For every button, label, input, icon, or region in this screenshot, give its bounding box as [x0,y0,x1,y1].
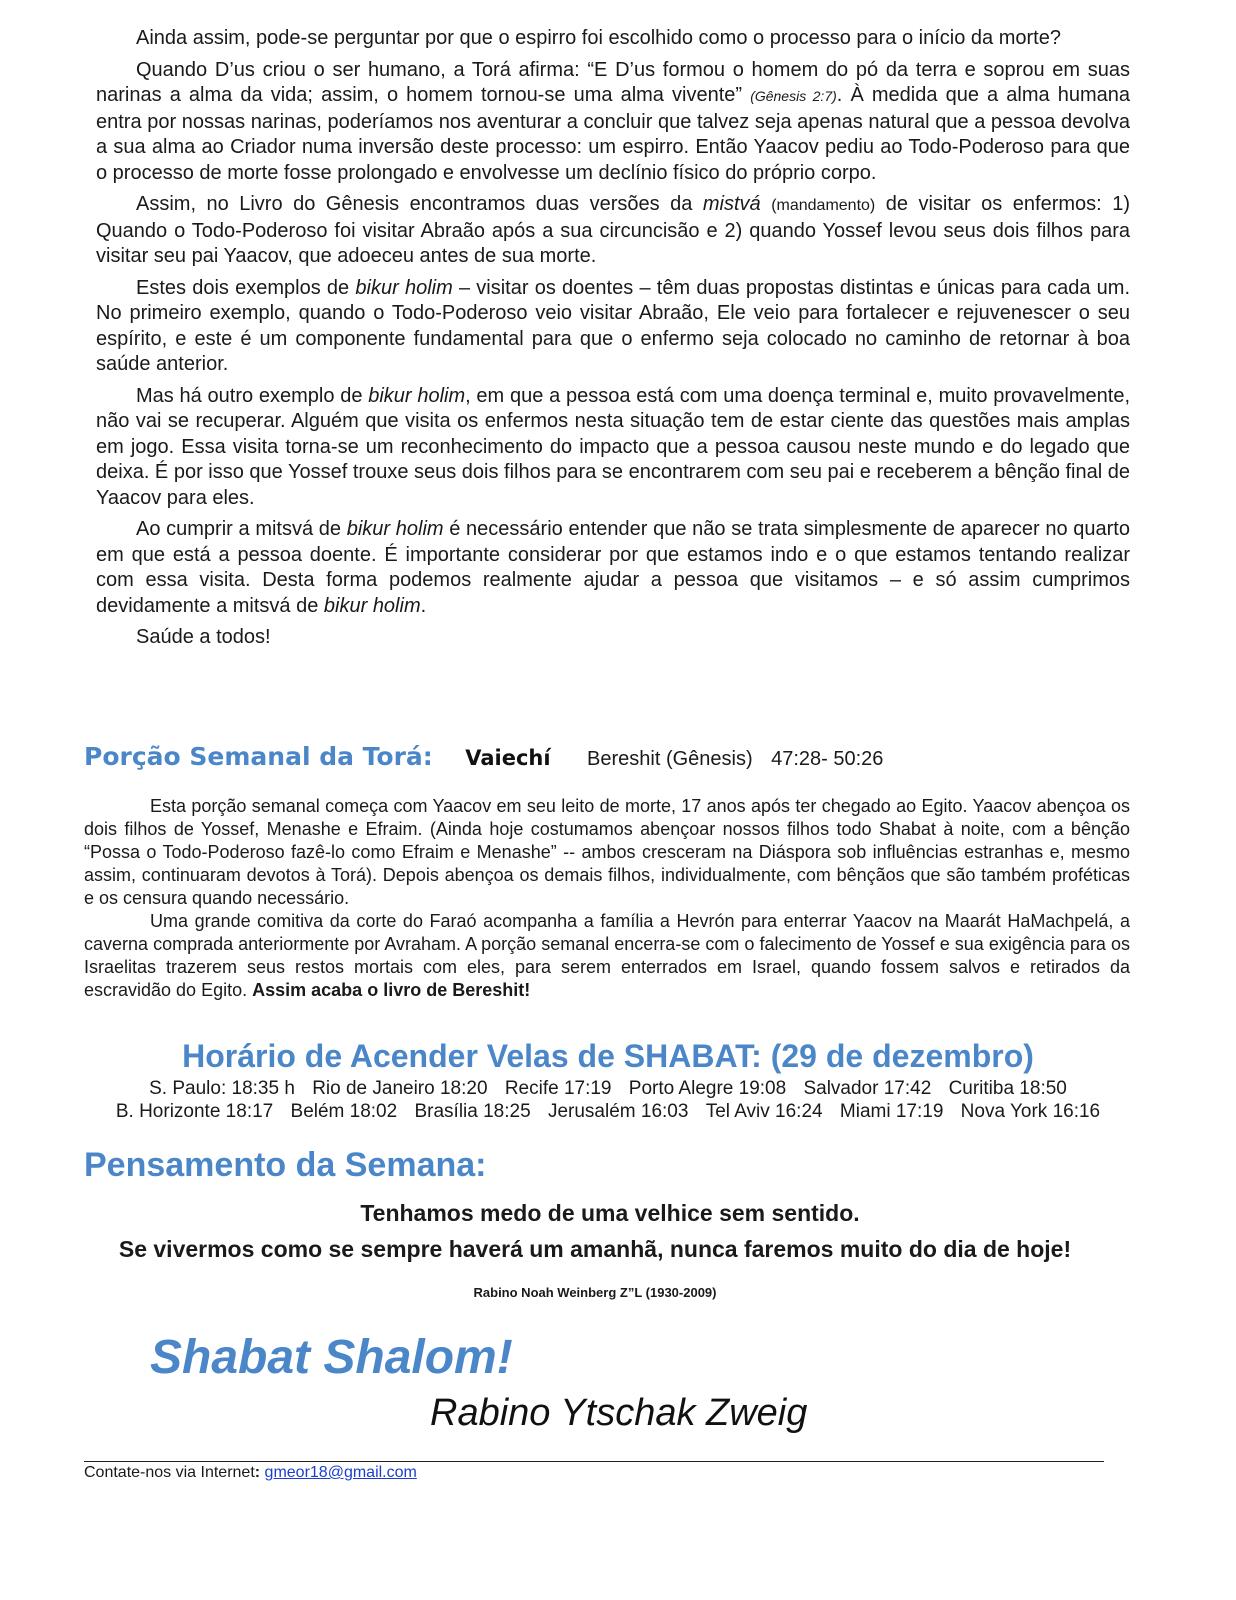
candle-times-row-2 [0,1101,1216,1123]
candle-lighting-title: Horário de Acender Velas de SHABAT: (29 de dezembro) [182,1038,1034,1074]
weekly-portion-summary [84,795,1130,1002]
summary-conclusion: Assim acaba o livro de Bereshit! [252,980,531,1000]
thought-quote-line-2: Se vivermos como se sempre haverá um amanhã, nunca faremos muito do dia de hoje! [118,1236,1072,1262]
intro-paragraph-6: Ao cumprir a mitsvá de bikur holim é necessário entender que não se trata simplesmente de aparecer no quarto em que está a pessoa doente. É importante considerar por que estamos indo e o que estamos tentando realizar com essa visita. Desta forma podemos realmente ajudar a pessoa que visitamos – e só assim cumprimos devidamente a mitsvá de bikur holim. [96,518,1130,617]
footer-contact: Contate-nos via Internet: gmeor18@gmail.com [84,1464,417,1481]
contact-label: Contate-nos via Internet [84,1464,255,1481]
quote-attribution: Rabino Noah Weinberg Z”L (1930-2009) [473,1285,717,1300]
intro-paragraph-3: Assim, no Livro do Gênesis encontramos duas versões da mistvá (mandamento) de visitar os enfermos: 1) Quando o Todo-Poderoso foi visitar Abraão após a sua circuncisão e 2) quando Yossef levou seus dois filhos para visitar seu pai Yaacov, que adoeceu antes de sua morte. [96,193,1130,267]
intro-article [96,26,1130,657]
candle-times-row-1 [0,1078,1216,1100]
candle-time: B. Horizonte 18:17 [115,1101,274,1122]
summary-paragraph-2: Uma grande comitiva da corte do Faraó acompanha a família a Hevrón para enterrar Yaacov na Maarát HaMachpelá, a caverna comprada anteriormente por Avraham. A porção semanal encerra-se com o falecimento de Yossef e sua exigência para os Israelitas trazerem seus restos mortais com eles, para serem enterrados em Israel, quando fossem salvos e retirados da escravidão do Egito. Assim acaba o livro de Bereshit! [84,911,1130,1000]
candle-time: S. Paulo: 18:35 h [149,1078,295,1099]
candle-time: Jerusalém 16:03 [547,1101,689,1122]
weekly-portion-name: Vaiechí [465,746,551,770]
candle-time: Belém 18:02 [290,1101,398,1122]
candle-time: Tel Aviv 16:24 [705,1101,823,1122]
candle-time: Miami 17:19 [839,1101,944,1122]
intro-paragraph-4: Estes dois exemplos de bikur holim – visitar os doentes – têm duas propostas distintas e únicas para cada um. No primeiro exemplo, quando o Todo-Poderoso veio visitar Abraão, Ele veio para fortalecer e rejuvenescer o seu espírito, e este é um componente fundamental para que o enfermo seja colocado no caminho de retornar à boa saúde anterior. [96,276,1131,375]
footer-divider [84,1461,1104,1462]
candle-time: Recife 17:19 [504,1078,612,1099]
candle-time: Brasília 18:25 [414,1101,531,1122]
weekly-portion-header [84,742,883,771]
contact-email-link[interactable]: gmeor18@gmail.com [264,1464,417,1481]
weekly-portion-book: Bereshit (Gênesis) [587,748,753,770]
candle-time: Nova York 16:16 [960,1101,1101,1122]
candle-time: Porto Alegre 19:08 [628,1078,787,1099]
thought-quote-line-1: Tenhamos medo de uma velhice sem sentido. [360,1200,860,1226]
candle-time: Curitiba 18:50 [948,1078,1067,1099]
intro-paragraph-2: Quando D’us criou o ser humano, a Torá afirma: “E D’us formou o homem do pó da terra e soprou em suas narinas a alma da vida; assim, o homem tornou-se uma alma vivente” (Gênesis 2:7). À medida que a alma humana entra por nossas narinas, poderíamos nos aventurar a concluir que talvez seja apenas natural que a pessoa devolva a sua alma ao Criador numa inversão deste processo: um espirro. Então Yaacov pediu ao Todo-Poderoso para que o processo de morte fosse prolongado e envolvesse um declínio físico do próprio corpo. [96,58,1131,184]
shabat-shalom-greeting: Shabat Shalom! [150,1331,513,1384]
thought-of-week-title: Pensamento da Semana: [84,1146,487,1184]
weekly-portion-title: Porção Semanal da Torá: [84,742,433,771]
summary-paragraph-1: Esta porção semanal começa com Yaacov em seu leito de morte, 17 anos após ter chegado ao Egito. Yaacov abençoa os dois filhos de Yossef, Menashe e Efraim. (Ainda hoje costumamos abençoar nossos filhos todo Shabat à noite, com a bênção “Possa o Todo-Poderoso fazê-lo como Efraim e Menashe” -- ambos cresceram na Diáspora sob influências estranhas e, mesmo assim, continuaram devotos à Torá). Depois abençoa os demais filhos, individualmente, com bênçãos que são também proféticas e os censura quando necessário. [84,796,1130,908]
intro-paragraph-1: Ainda assim, pode-se perguntar por que o espirro foi escolhido como o processo para o início da morte? [136,27,1061,49]
weekly-portion-range: 47:28- 50:26 [771,748,884,770]
candle-time: Rio de Janeiro 18:20 [312,1078,488,1099]
author-signature: Rabino Ytschak Zweig [430,1392,808,1434]
candle-time: Salvador 17:42 [803,1078,932,1099]
genesis-reference: (Gênesis 2:7) [750,88,837,104]
intro-closing-line: Saúde a todos! [136,626,271,648]
intro-paragraph-5: Mas há outro exemplo de bikur holim, em que a pessoa está com uma doença terminal e, muito provavelmente, não vai se recuperar. Alguém que visita os enfermos nesta situação tem de estar ciente das questões mais amplas em jogo. Essa visita torna-se um reconhecimento do impacto que a pessoa causou neste mundo e do legado que deixa. É por isso que Yossef trouxe seus dois filhos para se encontrarem com seu pai e receberem a bênção final de Yaacov para eles. [96,384,1131,509]
